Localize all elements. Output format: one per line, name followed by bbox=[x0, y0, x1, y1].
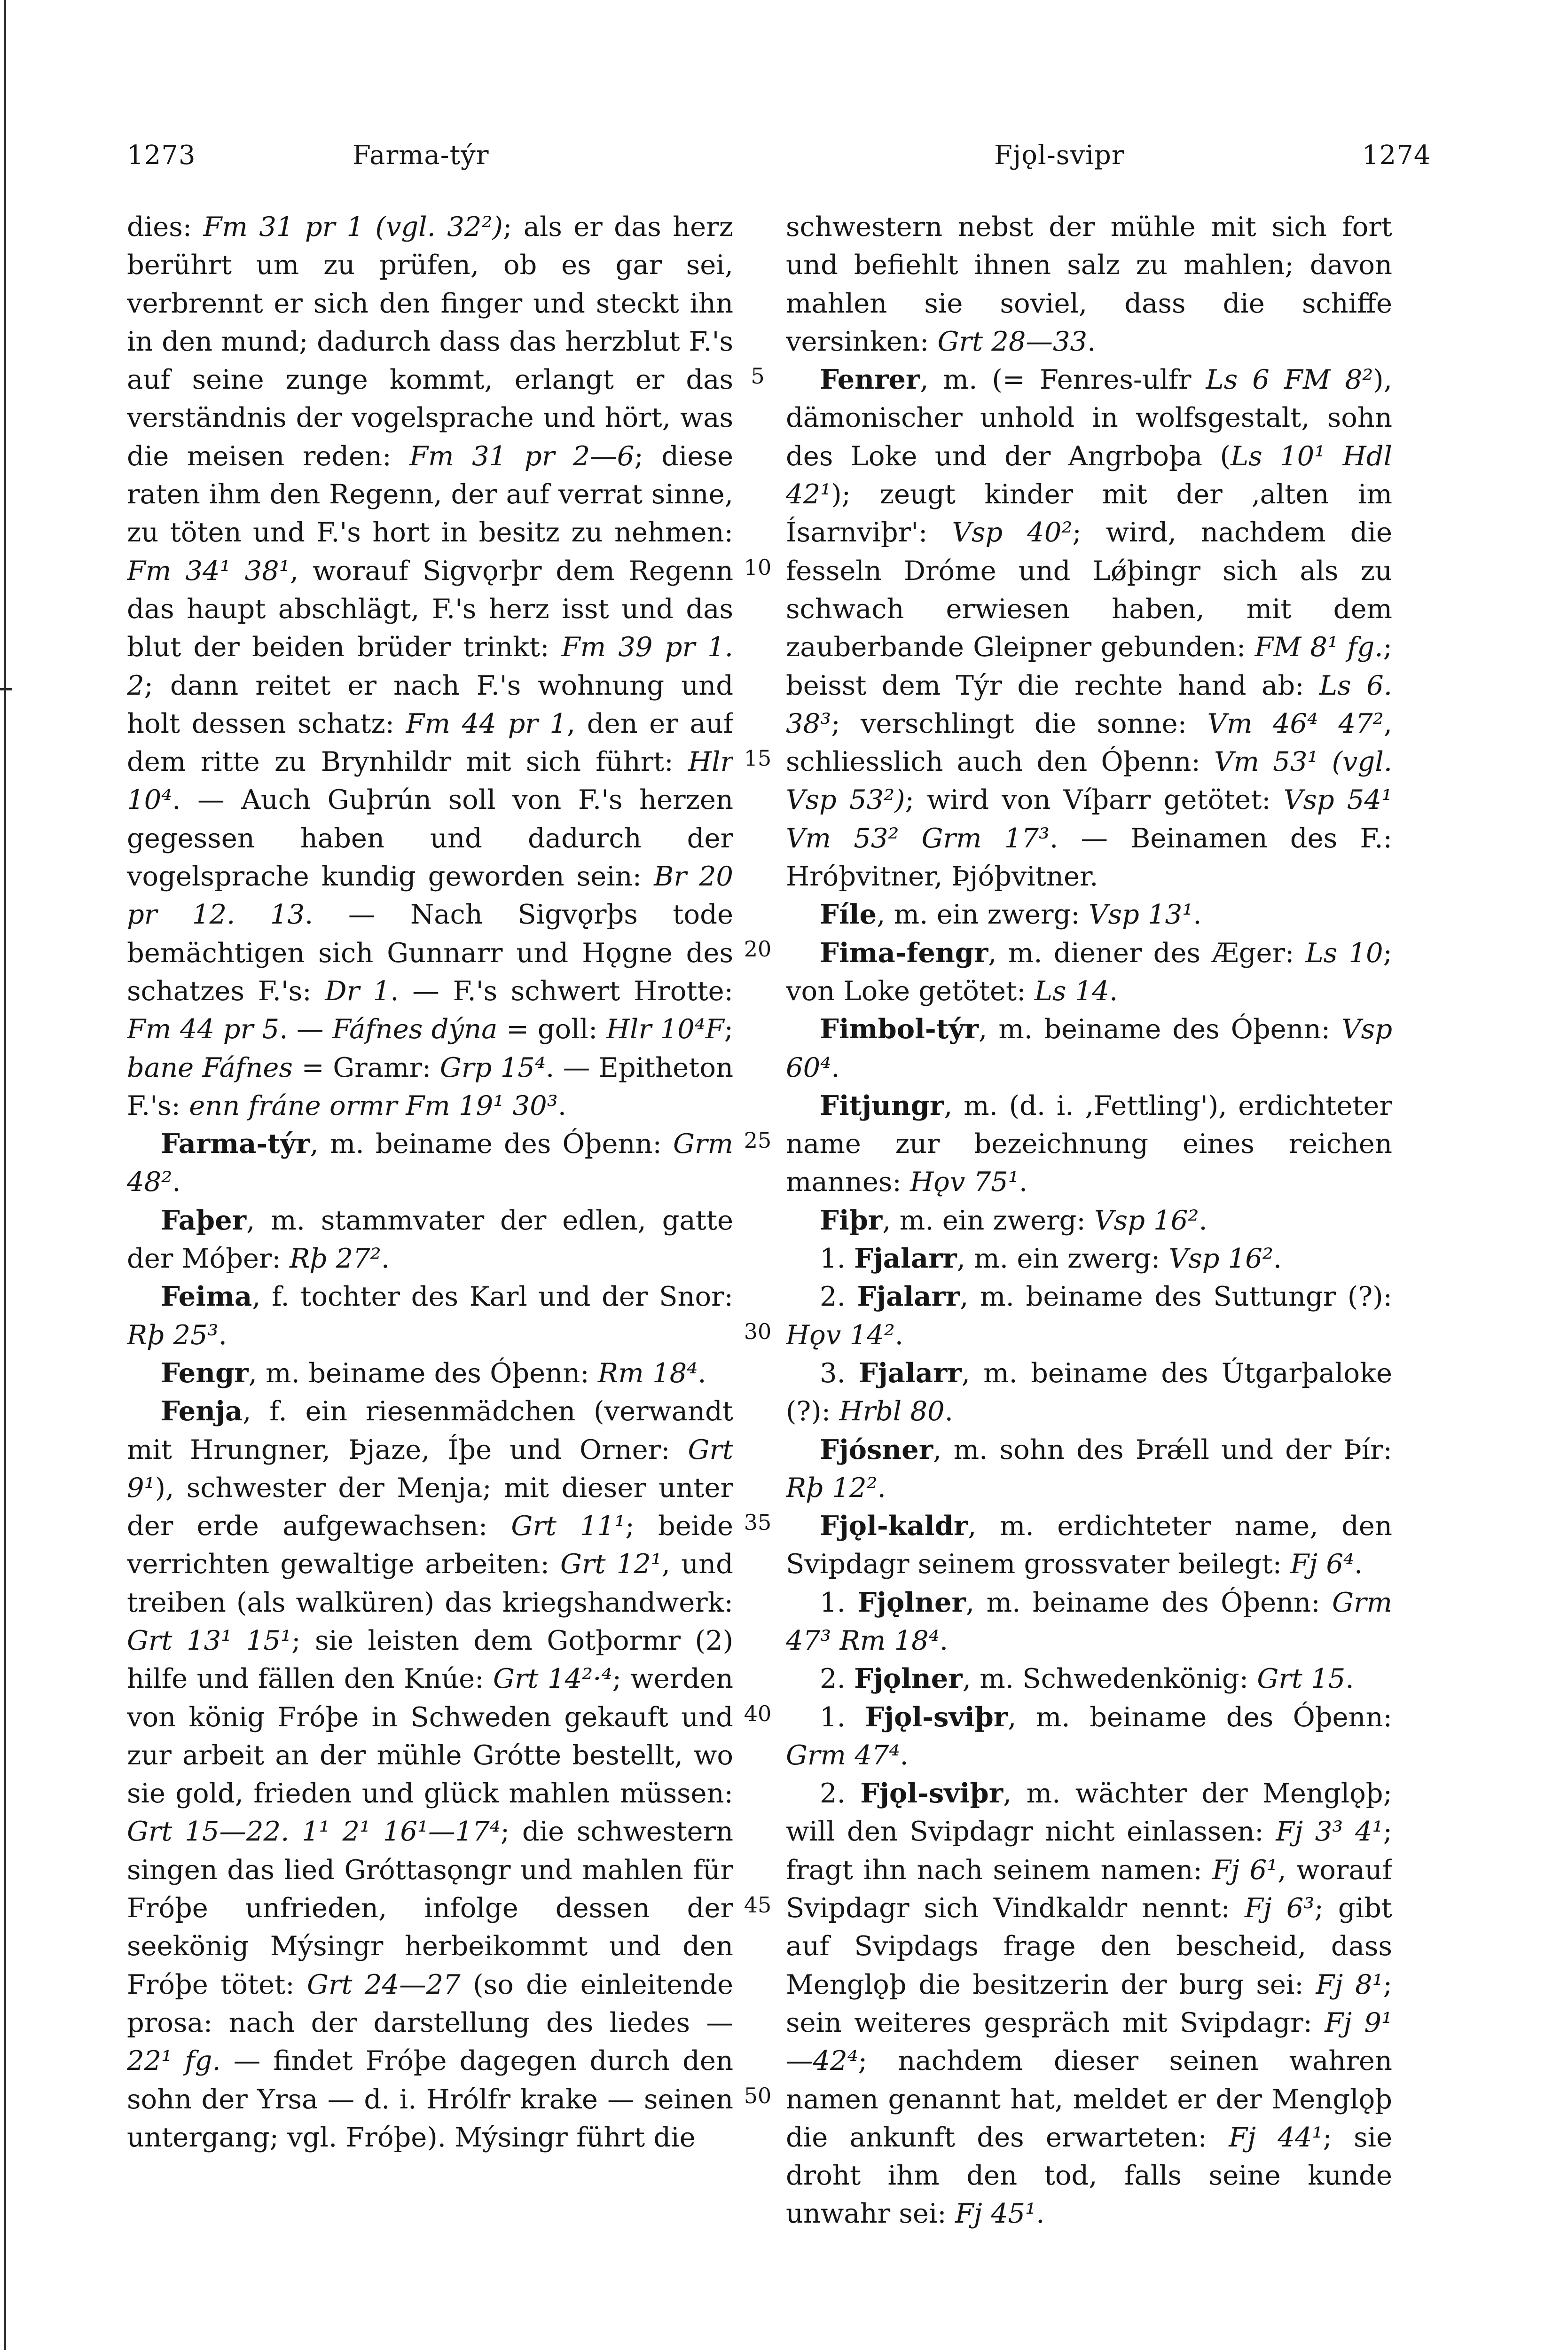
entry-text: ; als er das herz berührt um zu prüfen, ob es gar sei, verbrennt er sich den finger und steckt ihn in den mund; dadurch dass das herzblut F.'s auf seine zunge kommt, erlangt er das verständnis der vogelsprache und hört, was die meisen reden: bbox=[127, 211, 733, 472]
entry-text: ; wird von Víþarr getötet: bbox=[905, 784, 1284, 816]
entry-text: ; dann reitet er nach F.'s wohnung und holt dessen schatz: bbox=[127, 669, 733, 739]
left-page-number: 1273 bbox=[127, 140, 196, 171]
entry-file bbox=[786, 895, 1392, 933]
headword: Fjósner bbox=[820, 1433, 933, 1465]
entry-text: . bbox=[944, 1395, 953, 1427]
entry-farma-tyr bbox=[127, 1125, 733, 1201]
citation-reference: Vsp 40² bbox=[952, 517, 1073, 548]
entry-text: ; beide verrichten gewaltige arbeiten: bbox=[127, 1510, 733, 1580]
entry-text: , den er auf dem ritte zu Brynhildr mit sich führt: bbox=[127, 707, 733, 778]
entry-fenja-continued bbox=[786, 208, 1392, 360]
headword: Fitjungr bbox=[820, 1089, 944, 1121]
entry-fimbol-tyr bbox=[786, 1010, 1392, 1087]
entry-text: ; die schwestern singen das lied Gróttasǫngr und mahlen für Fróþe unfrieden, infolge dessen der seekönig Mýsingr herbeikommt und den Fróþe tötet: bbox=[127, 1816, 733, 2000]
citation-reference: Fm 44 pr 1 bbox=[406, 707, 567, 739]
entry-text: . bbox=[831, 1051, 840, 1083]
citation-reference: Ls 6. 38³ bbox=[786, 669, 1392, 739]
citation-reference: Vsp 60⁴ bbox=[786, 1013, 1392, 1083]
entry-text: . — Nach Sigvǫrþs tode bemächtigen sich Gunnarr und Hǫgne des schatzes F.'s: bbox=[127, 899, 733, 1007]
right-page-number: 1274 bbox=[1362, 140, 1431, 171]
entry-fengr bbox=[127, 1354, 733, 1392]
entry-feima bbox=[127, 1277, 733, 1354]
entry-fjalarr-1 bbox=[786, 1239, 1392, 1277]
entry-text: = Gramr: bbox=[292, 1051, 440, 1083]
citation-reference: Fj 9¹—42⁴ bbox=[786, 2006, 1392, 2077]
entry-text: , schliesslich auch den Óþenn: bbox=[786, 707, 1392, 778]
citation-reference: 22¹ fg. bbox=[127, 2045, 221, 2077]
entry-fitjungr bbox=[786, 1087, 1392, 1201]
entry-text: ; bbox=[724, 1013, 733, 1045]
entry-text: , m. erdichteter name, den Svipdagr seinem grossvater beilegt: bbox=[786, 1510, 1392, 1580]
headword: Fjǫlner bbox=[854, 1662, 963, 1695]
left-column bbox=[127, 208, 733, 2276]
citation-reference: Grt 15 bbox=[1257, 1663, 1346, 1695]
headword: Fjalarr bbox=[859, 1356, 962, 1389]
entry-text: , m. Schwedenkönig: bbox=[962, 1663, 1257, 1695]
citation-reference: Fm 34¹ 38¹ bbox=[127, 555, 290, 587]
line-number-15: 15 bbox=[744, 745, 772, 771]
entry-text: . bbox=[894, 1319, 904, 1351]
entry-text: , m. beiname des Útgarþaloke (?): bbox=[786, 1357, 1392, 1427]
citation-reference: Ls 10 bbox=[1305, 937, 1383, 969]
entry-text: ; sie leisten dem Gotþormr (2) hilfe und fällen den Knúe: bbox=[127, 1624, 733, 1695]
citation-reference: Hǫv 75¹ bbox=[910, 1166, 1019, 1198]
entry-text: ; sie droht ihm den tod, falls seine kunde unwahr sei: bbox=[786, 2121, 1392, 2230]
citation-reference: Rþ 25³ bbox=[127, 1319, 219, 1351]
line-number-40: 40 bbox=[744, 1701, 772, 1726]
headword: Fenja bbox=[161, 1395, 243, 1427]
entry-text: . bbox=[1109, 975, 1118, 1007]
entry-text: , worauf Svipdagr sich Vindkaldr nennt: bbox=[786, 1854, 1392, 1924]
entry-text: 2. bbox=[820, 1663, 855, 1695]
citation-reference: Grp 15⁴ bbox=[439, 1051, 546, 1083]
citation-reference: Fm 44 pr 5 bbox=[127, 1013, 280, 1045]
citation-reference: Grt 13¹ 15¹ bbox=[127, 1624, 292, 1656]
citation-reference: Grt 12¹ bbox=[560, 1548, 662, 1580]
entry-text: , f. ein riesenmädchen (verwandt mit Hrungner, Þjaze, Íþe und Orner: bbox=[127, 1395, 733, 1465]
page-edge-line bbox=[4, 0, 6, 2350]
entry-text: 1. bbox=[820, 1586, 858, 1618]
line-number-25: 25 bbox=[744, 1128, 772, 1153]
entry-text: , und treiben (als walküren) das kriegshandwerk: bbox=[127, 1548, 733, 1618]
entry-text: 1. bbox=[820, 1701, 865, 1733]
headword: Fima-fengr bbox=[820, 936, 988, 969]
entry-text: 2. bbox=[820, 1281, 857, 1313]
entry-text: . bbox=[218, 1319, 227, 1351]
citation-reference: Fj 8¹ bbox=[1316, 1968, 1383, 2000]
entry-fjosner bbox=[786, 1431, 1392, 1507]
entry-text: dies: bbox=[127, 211, 204, 243]
citation-reference: Fj 6¹ bbox=[1212, 1854, 1278, 1886]
entry-text: . — bbox=[279, 1013, 333, 1045]
line-number-5: 5 bbox=[751, 363, 765, 389]
citation-reference: Vsp 54¹ Vm 53² Grm 17³ bbox=[786, 784, 1392, 854]
entry-text: ; fragt ihn nach seinem namen: bbox=[786, 1816, 1392, 1886]
entry-text: ; werden von könig Fróþe in Schweden gekauft und zur arbeit an der mühle Grótte bestellt, wo sie gold, frieden und glück mahlen müssen: bbox=[127, 1663, 733, 1810]
citation-reference: Rþ 27² bbox=[290, 1243, 381, 1275]
citation-reference: Hlr 10⁴ bbox=[127, 746, 733, 816]
citation-reference: Hǫv 14² bbox=[786, 1319, 895, 1351]
entry-text: , m. beiname des Suttungr (?): bbox=[960, 1281, 1392, 1313]
citation-reference: Rm 18⁴ bbox=[597, 1357, 698, 1389]
citation-reference: Grt 9¹ bbox=[127, 1434, 733, 1504]
line-number-45: 45 bbox=[744, 1892, 772, 1918]
entry-fipr bbox=[786, 1201, 1392, 1239]
citation-reference: Hlr 10⁴F bbox=[606, 1013, 724, 1045]
entry-text: ; beisst dem Týr die rechte hand ab: bbox=[786, 631, 1392, 701]
entry-text: , m. ein zwerg: bbox=[882, 1204, 1095, 1236]
entry-fima-fengr bbox=[786, 934, 1392, 1010]
entry-text: ; sein weiteres gespräch mit Svipdagr: bbox=[786, 1968, 1392, 2038]
citation-reference: Rþ 12² bbox=[786, 1472, 878, 1504]
citation-reference: Vsp 16² bbox=[1168, 1243, 1273, 1275]
citation-reference: Vm 46⁴ 47² bbox=[1207, 707, 1384, 739]
margin-tick bbox=[0, 688, 12, 690]
entry-fafner-continued bbox=[127, 208, 733, 1125]
entry-text: (so die einleitende prosa: nach der darstellung des liedes — bbox=[127, 1968, 733, 2038]
entry-text: . bbox=[1087, 325, 1096, 357]
entry-text: . bbox=[1019, 1166, 1028, 1198]
entry-fjalarr-2 bbox=[786, 1277, 1392, 1354]
headword: Farma-týr bbox=[161, 1128, 310, 1160]
entry-text: ; wird, nachdem die fesseln Dróme und Lǿþingr sich als zu schwach erwiesen haben, mit dem zauberbande Gleipner gebunden: bbox=[786, 517, 1392, 663]
entry-text: . bbox=[381, 1243, 390, 1275]
entry-text: . bbox=[557, 1089, 567, 1121]
citation-reference: Ls 6 FM 8² bbox=[1206, 364, 1373, 396]
right-column bbox=[786, 208, 1392, 2276]
entry-text: , m. beiname des Óþenn: bbox=[248, 1357, 598, 1389]
entry-text: ); zeugt kinder mit der ‚alten im Ísarnviþr': bbox=[786, 478, 1392, 548]
citation-reference: Grt 11¹ bbox=[511, 1510, 626, 1542]
entry-text: , m. beiname des Óþenn: bbox=[965, 1586, 1333, 1618]
headword: Fjǫl-sviþr bbox=[860, 1777, 1003, 1810]
entry-fenrer bbox=[786, 360, 1392, 895]
citation-reference: Vsp 13¹ bbox=[1088, 899, 1193, 931]
headword: Faþer bbox=[161, 1204, 247, 1236]
headword: Fenrer bbox=[820, 363, 920, 396]
citation-reference: Fm 31 pr 2—6 bbox=[409, 440, 635, 472]
citation-reference: Grm 47⁴ bbox=[786, 1739, 900, 1771]
entry-text: , m. beiname des Óþenn: bbox=[979, 1013, 1342, 1045]
entry-text: . — Epitheton F.'s: bbox=[127, 1051, 733, 1121]
entry-text: 3. bbox=[820, 1357, 859, 1389]
entry-text: . bbox=[1354, 1548, 1363, 1580]
line-number-30: 30 bbox=[744, 1319, 772, 1344]
headword: Fengr bbox=[161, 1356, 249, 1389]
citation-reference: Fm 31 pr 1 (vgl. 32²) bbox=[203, 211, 503, 243]
citation-reference: Fj 45¹ bbox=[955, 2198, 1036, 2230]
citation-reference: Grt 28—33 bbox=[937, 325, 1088, 357]
citation-reference: Hrbl 80 bbox=[839, 1395, 945, 1427]
entry-text: . — Beinamen des F.: Hróþvitner, Þjóþvitner. bbox=[786, 822, 1392, 893]
citation-reference: Fj 44¹ bbox=[1229, 2121, 1323, 2153]
line-number-20: 20 bbox=[744, 936, 772, 962]
citation-reference: Vm 53¹ (vgl. Vsp 53²) bbox=[786, 746, 1392, 816]
entry-fjol-svipr-1 bbox=[786, 1698, 1392, 1775]
citation-reference: Fm 39 pr 1. 2 bbox=[127, 631, 733, 701]
citation-reference: Fj 6⁴ bbox=[1290, 1548, 1354, 1580]
entry-text: schwestern nebst der mühle mit sich fort und befiehlt ihnen salz zu mahlen; davon mahlen sie soviel, dass die schiffe versinken: bbox=[786, 211, 1392, 357]
citation-reference: Br 20 pr 12. 13 bbox=[127, 861, 733, 931]
citation-reference: FM 8¹ fg. bbox=[1254, 631, 1383, 663]
entry-text: . bbox=[939, 1624, 949, 1656]
entry-fjolner-1 bbox=[786, 1583, 1392, 1660]
entry-fjolner-2 bbox=[786, 1660, 1392, 1698]
headword: Fjalarr bbox=[857, 1280, 960, 1313]
headword: Fjǫlner bbox=[857, 1586, 966, 1618]
entry-text: ; von Loke getötet: bbox=[786, 937, 1392, 1007]
entry-text: ), schwester der Menja; mit dieser unter der erde aufgewachsen: bbox=[127, 1472, 733, 1542]
entry-text: ; gibt auf Svipdags frage den bescheid, dass Menglǫþ die besitzerin der burg sei: bbox=[786, 1892, 1392, 2000]
headword: Fíle bbox=[820, 898, 877, 931]
citation-reference: Grt 24—27 bbox=[306, 1968, 461, 2000]
entry-text: , m. (= Fenres-ulfr bbox=[920, 364, 1206, 396]
entry-text: . bbox=[877, 1472, 886, 1504]
entry-text: . bbox=[698, 1357, 706, 1389]
entry-text: , m. wächter der Menglǫþ; will den Svipdagr nicht einlassen: bbox=[786, 1778, 1392, 1848]
entry-text: . bbox=[1036, 2198, 1045, 2230]
left-running-title: Farma-týr bbox=[353, 140, 489, 171]
entry-fjol-kaldr bbox=[786, 1507, 1392, 1583]
citation-reference: Ls 14 bbox=[1034, 975, 1109, 1007]
citation-reference: enn fráne ormr Fm 19¹ 30³ bbox=[189, 1089, 558, 1121]
entry-text: — findet Fróþe dagegen durch den sohn der Yrsa — d. i. Hrólfr krake — seinen untergang; vgl. Fróþe). Mýsingr führt die bbox=[127, 2045, 733, 2153]
entry-text: , f. tochter des Karl und der Snor: bbox=[252, 1281, 733, 1313]
entry-text: . bbox=[172, 1166, 181, 1198]
entry-fjalarr-3 bbox=[786, 1354, 1392, 1431]
citation-reference: Vsp 16² bbox=[1094, 1204, 1199, 1236]
entry-text: , m. beiname des Óþenn: bbox=[1008, 1701, 1392, 1733]
citation-reference: Fáfnes dýna bbox=[332, 1013, 498, 1045]
citation-reference: Fj 3³ 4¹ bbox=[1276, 1816, 1383, 1848]
entry-text: , m. beiname des Óþenn: bbox=[310, 1128, 674, 1160]
entry-text: 2. bbox=[820, 1778, 861, 1810]
entry-text: ; diese raten ihm den Regenn, der auf verrat sinne, zu töten und F.'s hort in besitz zu nehmen: bbox=[127, 440, 733, 548]
citation-reference: Grm 47³ Rm 18⁴ bbox=[786, 1586, 1392, 1656]
right-running-title: Fjǫl-svipr bbox=[994, 140, 1125, 171]
entry-text: , m. ein zwerg: bbox=[877, 899, 1089, 931]
entry-text: . — Auch Guþrún soll von F.'s herzen gegessen haben und dadurch der vogelsprache kundig geworden sein: bbox=[127, 784, 733, 893]
entry-text: . bbox=[1345, 1663, 1354, 1695]
headword: Fjalarr bbox=[854, 1242, 957, 1275]
entry-fjol-svipr-2 bbox=[786, 1774, 1392, 2233]
entry-text: ), dämonischer unhold in wolfsgestalt, sohn des Loke und der Angrboþa ( bbox=[786, 364, 1392, 472]
citation-reference: Grt 15—22. 1¹ 2¹ 16¹—17⁴ bbox=[127, 1816, 501, 1848]
entry-text: 1. bbox=[820, 1243, 855, 1275]
citation-reference: Grt 14²·⁴ bbox=[493, 1663, 612, 1695]
entry-text: ; nachdem dieser seinen wahren namen genannt hat, meldet er der Menglǫþ die ankunft des erwarteten: bbox=[786, 2045, 1392, 2153]
entry-text: , m. ein zwerg: bbox=[956, 1243, 1169, 1275]
entry-text: , m. (d. i. ‚Fettling'), erdichteter name zur bezeichnung eines reichen mannes: bbox=[786, 1089, 1392, 1198]
headword: Fjǫl-sviþr bbox=[865, 1700, 1008, 1733]
entry-text: , m. sohn des Þrǽll und der Þír: bbox=[933, 1434, 1392, 1465]
entry-text: . — F.'s schwert Hrotte: bbox=[390, 975, 733, 1007]
citation-reference: bane Fáfnes bbox=[127, 1051, 293, 1083]
headword: Fiþr bbox=[820, 1204, 883, 1236]
entry-fenja bbox=[127, 1392, 733, 2156]
entry-text: , worauf Sigvǫrþr dem Regenn das haupt abschlägt, F.'s herz isst und das blut der beiden brüder trinkt: bbox=[127, 555, 733, 663]
entry-text: = goll: bbox=[497, 1013, 606, 1045]
citation-reference: Ls 10¹ Hdl 42¹ bbox=[786, 440, 1392, 510]
headword: Feima bbox=[161, 1280, 252, 1313]
entry-text: . bbox=[1193, 899, 1202, 931]
line-number-35: 35 bbox=[744, 1510, 772, 1535]
line-number-50: 50 bbox=[744, 2083, 772, 2108]
entry-text: , m. stammvater der edlen, gatte der Móþer: bbox=[127, 1204, 733, 1275]
entry-text: , m. diener des Æger: bbox=[988, 937, 1306, 969]
citation-reference: Grm 48² bbox=[127, 1128, 733, 1198]
entry-text: . bbox=[1199, 1204, 1207, 1236]
line-number-10: 10 bbox=[744, 555, 772, 580]
entry-text: . bbox=[900, 1739, 909, 1771]
entry-faper bbox=[127, 1201, 733, 1278]
entry-text: ; verschlingt die sonne: bbox=[831, 707, 1207, 739]
entry-text: . bbox=[1273, 1243, 1282, 1275]
headword: Fjǫl-kaldr bbox=[820, 1510, 968, 1542]
headword: Fimbol-týr bbox=[820, 1013, 979, 1045]
citation-reference: Fj 6³ bbox=[1245, 1892, 1315, 1924]
citation-reference: Dr 1 bbox=[325, 975, 391, 1007]
